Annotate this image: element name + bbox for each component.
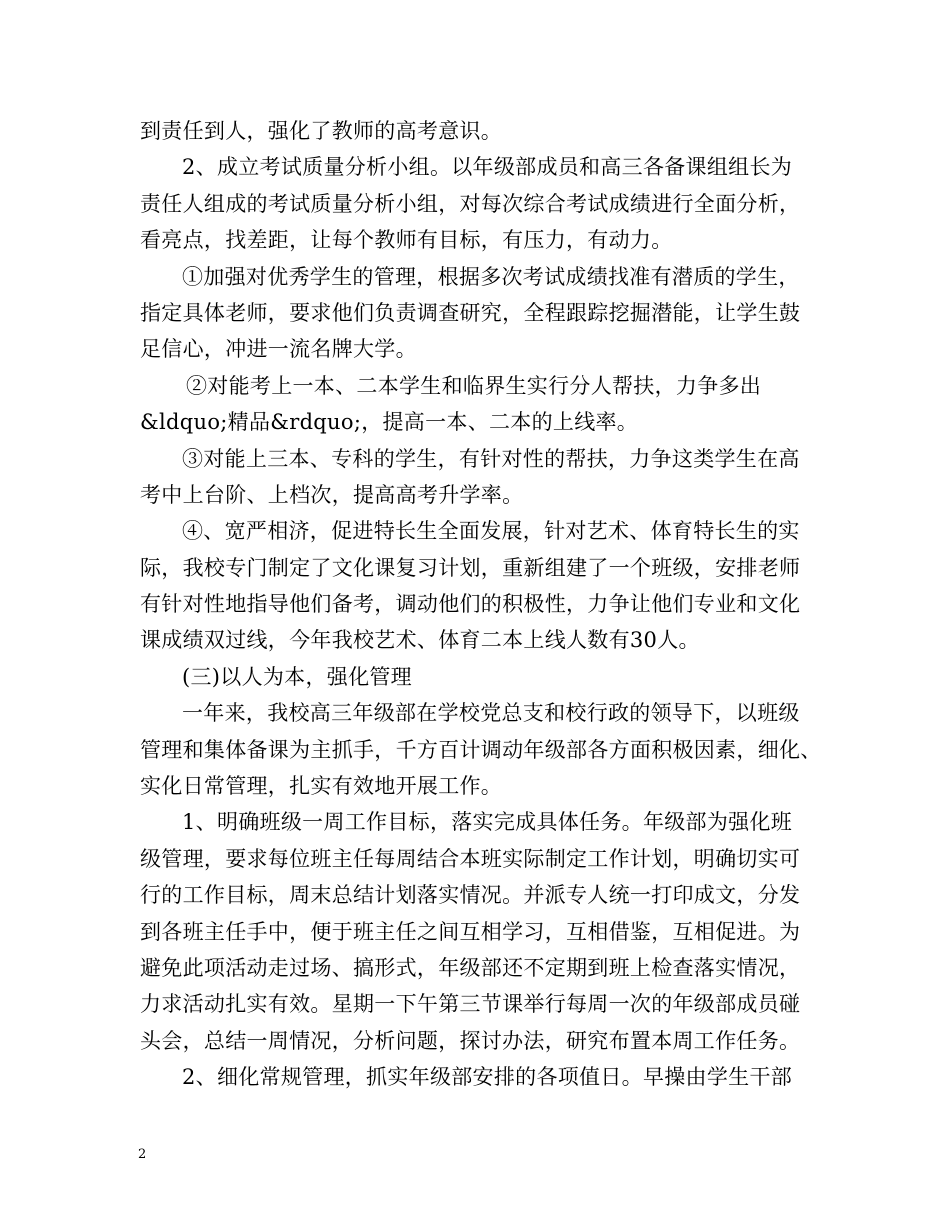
text-line-12: ④、宽严相济，促进特长生全面发展，针对艺术、体育特长生的实 [182,519,800,544]
text-line-13: 际，我校专门制定了文化课复习计划，重新组建了一个班级，安排老师 [140,555,801,580]
text-line-1: 到责任到人，强化了教师的高考意识。 [140,119,503,143]
text-line-15: 课成绩双过线，今年我校艺术、体育二本上线人数有30人。 [140,628,700,653]
text-line-17: 一年来，我校高三年级部在学校党总支和校行政的领导下，以班级 [182,701,800,726]
text-line-2: 2、成立考试质量分析小组。以年级部成员和高三各备课组组长为 [182,155,793,180]
text-line-18: 管理和集体备课为主抓手，千方百计调动年级部各方面积极因素，细化、 [140,737,822,762]
page-number: 2 [138,1147,147,1162]
text-line-22: 行的工作目标，周末总结计划落实情况。并派专人统一打印成文，分发 [140,883,801,908]
document-body [140,113,840,1096]
text-line-20: 1、明确班级一周工作目标，落实完成具体任务。年级部为强化班 [182,810,793,835]
text-line-24: 避免此项活动走过场、搞形式，年级部还不定期到班上检查落实情况， [140,955,801,980]
text-line-23: 到各班主任手中，便于班主任之间互相学习，互相借鉴，互相促进。为 [140,919,801,944]
text-line-7: 足信心，冲进一流名牌大学。 [140,337,417,362]
text-line-10: ③对能上三本、专科的学生，有针对性的帮扶，力争这类学生在高 [182,446,800,471]
text-line-8: ②对能考上一本、二本学生和临界生实行分人帮扶，力争多出 [186,373,762,398]
text-line-25: 力求活动扎实有效。星期一下午第三节课举行每周一次的年级部成员碰 [140,992,801,1017]
text-line-26: 头会，总结一周情况，分析问题，探讨办法，研究布置本周工作任务。 [140,1028,801,1053]
text-line-27: 2、细化常规管理，抓实年级部安排的各项值日。早操由学生干部 [182,1065,793,1090]
text-line-11: 考中上台阶、上档次，提高高考升学率。 [140,482,524,507]
text-line-5: ①加强对优秀学生的管理，根据多次考试成绩找准有潜质的学生， [182,264,800,289]
text-line-14: 有针对性地指导他们备考，调动他们的积极性，力争让他们专业和文化 [140,592,801,617]
text-line-19: 实化日常管理，扎实有效地开展工作。 [140,774,503,799]
text-line-21: 级管理，要求每位班主任每周结合本班实际制定工作计划，明确切实可 [140,846,801,871]
text-line-9: &ldquo;精品&rdquo;，提高一本、二本的上线率。 [140,410,639,435]
text-line-4: 看亮点，找差距，让每个教师有目标，有压力，有动力。 [140,228,673,253]
section-heading: (三)以人为本，强化管理 [182,664,412,689]
text-line-3: 责任人组成的考试质量分析小组，对每次综合考试成绩进行全面分析， [140,191,801,216]
text-line-6: 指定具体老师，要求他们负责调查研究，全程跟踪挖掘潜能，让学生鼓 [140,300,801,325]
